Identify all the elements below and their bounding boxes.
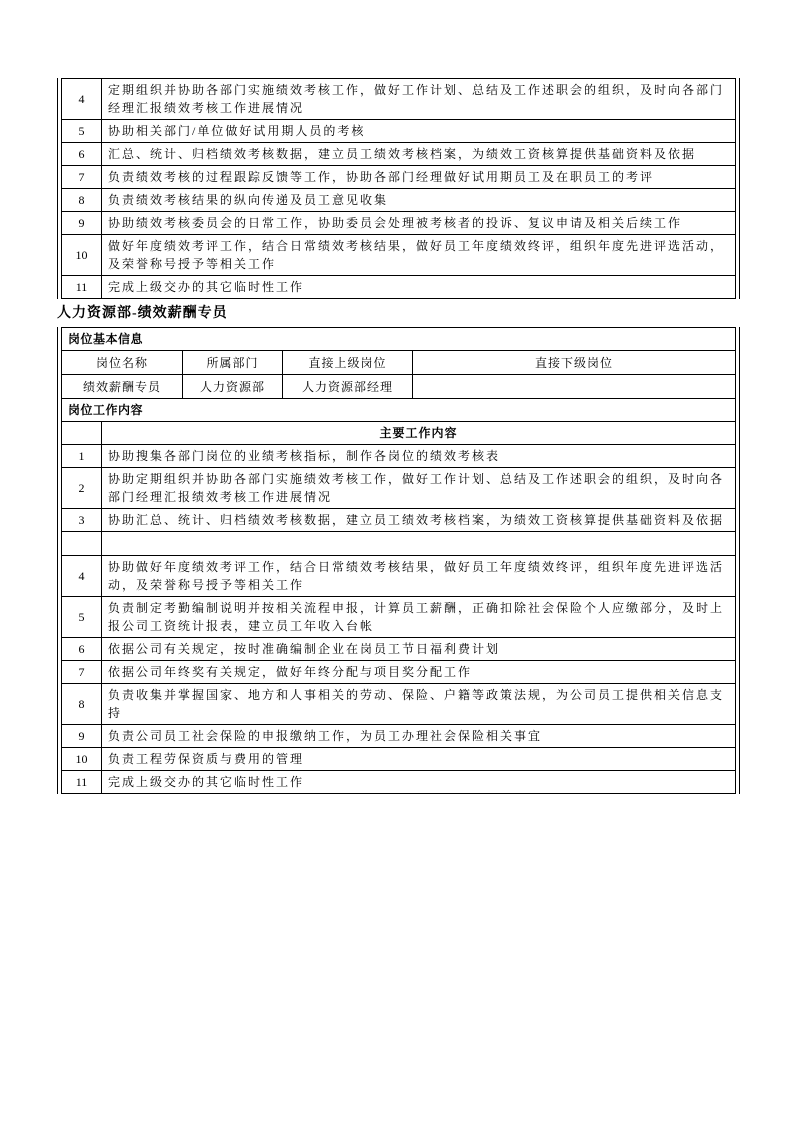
table-row — [62, 771, 736, 794]
row-number-cell: 4 — [62, 556, 102, 597]
table-row — [62, 661, 736, 684]
row-text-cell: 完成上级交办的其它临时性工作 — [102, 771, 736, 794]
table-row — [62, 468, 736, 509]
info-header-cell: 直接下级岗位 — [413, 351, 736, 375]
row-number-cell: 11 — [62, 771, 102, 794]
table-row — [62, 235, 736, 276]
table-row — [62, 445, 736, 468]
row-number-cell: 8 — [62, 189, 102, 212]
table-row — [62, 684, 736, 725]
row-text-cell: 协助绩效考核委员会的日常工作，协助委员会处理被考核者的投诉、复议申请及相关后续工作 — [102, 212, 736, 235]
row-number-cell: 4 — [62, 79, 102, 120]
table-row — [62, 638, 736, 661]
row-number-cell — [62, 532, 102, 556]
info-header-cell: 直接上级岗位 — [283, 351, 413, 375]
row-text-cell: 完成上级交办的其它临时性工作 — [102, 276, 736, 299]
previous-duties-table-frame — [57, 78, 740, 299]
row-number-cell: 1 — [62, 445, 102, 468]
department-cell: 人力资源部 — [183, 375, 283, 399]
previous-duties-table — [61, 78, 736, 299]
row-text-cell: 协助搜集各部门岗位的业绩考核指标，制作各岗位的绩效考核表 — [102, 445, 736, 468]
position-table — [61, 327, 736, 794]
table-row — [62, 556, 736, 597]
work-content-title-row — [62, 399, 736, 422]
row-number-cell: 5 — [62, 597, 102, 638]
row-text-cell: 负责绩效考核结果的纵向传递及员工意见收集 — [102, 189, 736, 212]
row-number-cell: 7 — [62, 661, 102, 684]
row-text-cell: 负责工程劳保资质与费用的管理 — [102, 748, 736, 771]
row-number-cell: 3 — [62, 509, 102, 532]
row-text-cell: 协助相关部门/单位做好试用期人员的考核 — [102, 120, 736, 143]
page-content — [57, 78, 740, 794]
row-number-cell: 10 — [62, 748, 102, 771]
table-row — [62, 748, 736, 771]
row-text-cell: 做好年度绩效考评工作，结合日常绩效考核结果，做好员工年度绩效终评，组织年度先进评选活动，及荣誉称号授予等相关工作 — [102, 235, 736, 276]
row-text-cell: 负责公司员工社会保险的申报缴纳工作，为员工办理社会保险相关事宜 — [102, 725, 736, 748]
row-number-cell: 2 — [62, 468, 102, 509]
row-number-cell: 5 — [62, 120, 102, 143]
position-name-cell: 绩效薪酬专员 — [62, 375, 183, 399]
row-text-cell: 依据公司年终奖有关规定，做好年终分配与项目奖分配工作 — [102, 661, 736, 684]
row-text-cell: 依据公司有关规定，按时准确编制企业在岗员工节日福利费计划 — [102, 638, 736, 661]
table-row — [62, 597, 736, 638]
info-value-row — [62, 375, 736, 399]
main-work-header-row — [62, 422, 736, 445]
row-text-cell: 协助定期组织并协助各部门实施绩效考核工作，做好工作计划、总结及工作述职会的组织，及时向各部门经理汇报绩效考核工作进展情况 — [102, 468, 736, 509]
table-row — [62, 143, 736, 166]
basic-info-title-cell: 岗位基本信息 — [62, 328, 736, 351]
work-content-title-cell: 岗位工作内容 — [62, 399, 736, 422]
table-row — [62, 189, 736, 212]
superior-position-cell: 人力资源部经理 — [283, 375, 413, 399]
info-header-row — [62, 351, 736, 375]
row-number-cell: 8 — [62, 684, 102, 725]
row-number-cell: 9 — [62, 725, 102, 748]
position-table-frame — [57, 327, 740, 794]
row-number-cell: 6 — [62, 638, 102, 661]
table-row — [62, 276, 736, 299]
row-number-cell — [62, 422, 102, 445]
row-text-cell: 负责绩效考核的过程跟踪反馈等工作，协助各部门经理做好试用期员工及在职员工的考评 — [102, 166, 736, 189]
row-number-cell: 9 — [62, 212, 102, 235]
table-row — [62, 120, 736, 143]
row-text-cell — [102, 532, 736, 556]
info-header-cell: 岗位名称 — [62, 351, 183, 375]
table-row — [62, 212, 736, 235]
table-row — [62, 509, 736, 532]
row-text-cell: 汇总、统计、归档绩效考核数据，建立员工绩效考核档案，为绩效工资核算提供基础资料及依据 — [102, 143, 736, 166]
info-header-cell: 所属部门 — [183, 351, 283, 375]
table-row — [62, 725, 736, 748]
row-number-cell: 7 — [62, 166, 102, 189]
position-heading: 人力资源部-绩效薪酬专员 — [57, 306, 228, 321]
row-text-cell: 协助汇总、统计、归档绩效考核数据，建立员工绩效考核档案，为绩效工资核算提供基础资料及依据 — [102, 509, 736, 532]
table-row — [62, 166, 736, 189]
row-number-cell: 6 — [62, 143, 102, 166]
basic-info-title-row — [62, 328, 736, 351]
subordinate-position-cell — [413, 375, 736, 399]
row-text-cell: 协助做好年度绩效考评工作，结合日常绩效考核结果，做好员工年度绩效终评，组织年度先进评选活动，及荣誉称号授予等相关工作 — [102, 556, 736, 597]
row-text-cell: 负责制定考勤编制说明并按相关流程申报，计算员工薪酬，正确扣除社会保险个人应缴部分，及时上报公司工资统计报表，建立员工年收入台帐 — [102, 597, 736, 638]
table-row-empty — [62, 532, 736, 556]
row-number-cell: 11 — [62, 276, 102, 299]
main-work-header-cell: 主要工作内容 — [102, 422, 736, 445]
row-text-cell: 定期组织并协助各部门实施绩效考核工作，做好工作计划、总结及工作述职会的组织，及时向各部门经理汇报绩效考核工作进展情况 — [102, 79, 736, 120]
table-row — [62, 79, 736, 120]
row-text-cell: 负责收集并掌握国家、地方和人事相关的劳动、保险、户籍等政策法规，为公司员工提供相关信息支持 — [102, 684, 736, 725]
row-number-cell: 10 — [62, 235, 102, 276]
